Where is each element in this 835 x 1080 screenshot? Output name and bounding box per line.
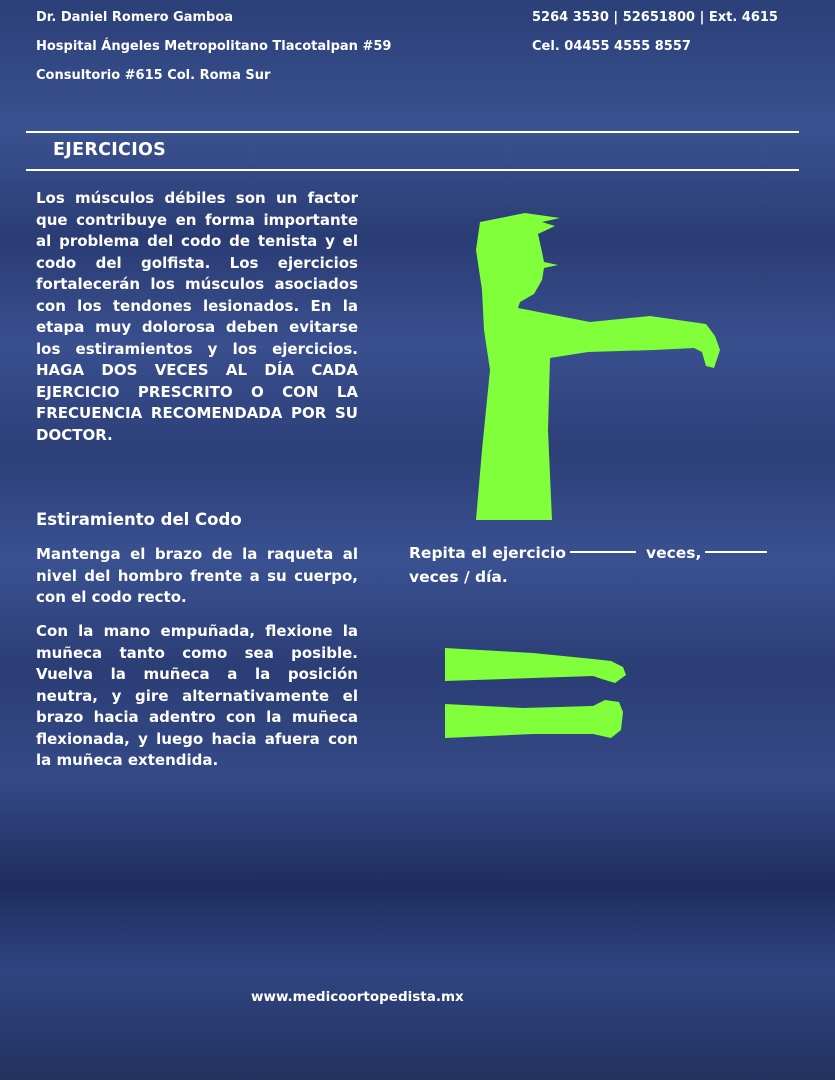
person-arm-extended-icon	[470, 210, 725, 522]
exercise-step-1: Mantenga el brazo de la raqueta al nivel del hombro frente a su cuerpo, con el codo recto.	[36, 545, 358, 606]
arm-fist-icon	[443, 698, 628, 743]
hospital-address: Hospital Ángeles Metropolitano Tlacotalpan #59	[36, 39, 392, 54]
intro-paragraph: Los músculos débiles son un factor que contribuye en forma importante al problema del codo de tenista y el codo del golfista. Los ejercicios fortalecerán los músculos asociados con los tendones lesionados. En la etapa muy dolorosa deben evitarse los estiramientos y los ejercicios. HAGA DOS VECES AL DÍA CADA EJERCICIO PRESCRITO O CON LA FRECUENCIA RECOMENDADA POR SU DOCTOR.	[36, 189, 358, 444]
exercise-title: Estiramiento del Codo	[36, 510, 242, 529]
arm-wrist-flexed-icon	[443, 645, 628, 687]
office-address: Consultorio #615 Col. Roma Sur	[36, 68, 271, 83]
exercise-step-2: Con la mano empuñada, flexione la muñeca tanto como sea posible. Vuelva la muñeca a la posición neutra, y gire alternativamente el brazo hacia adentro con la muñeca flexionada, y luego hacia afuera con la muñeca extendida.	[36, 622, 358, 769]
times-blank	[570, 551, 636, 553]
per-day-label: veces / día.	[409, 568, 508, 586]
repeat-label: Repita el ejercicio	[409, 544, 566, 562]
repeat-instruction	[409, 541, 801, 589]
times-label: veces,	[645, 544, 702, 562]
doctor-name: Dr. Daniel Romero Gamboa	[36, 10, 234, 25]
phone-numbers: 5264 3530 | 52651800 | Ext. 4615	[532, 10, 778, 25]
top-divider	[26, 131, 799, 133]
website-url[interactable]: www.medicoortopedista.mx	[251, 989, 464, 1005]
cell-number: Cel. 04455 4555 8557	[532, 39, 691, 54]
per-day-blank	[705, 551, 767, 553]
section-title: EJERCICIOS	[53, 140, 167, 160]
bottom-divider	[26, 169, 799, 171]
